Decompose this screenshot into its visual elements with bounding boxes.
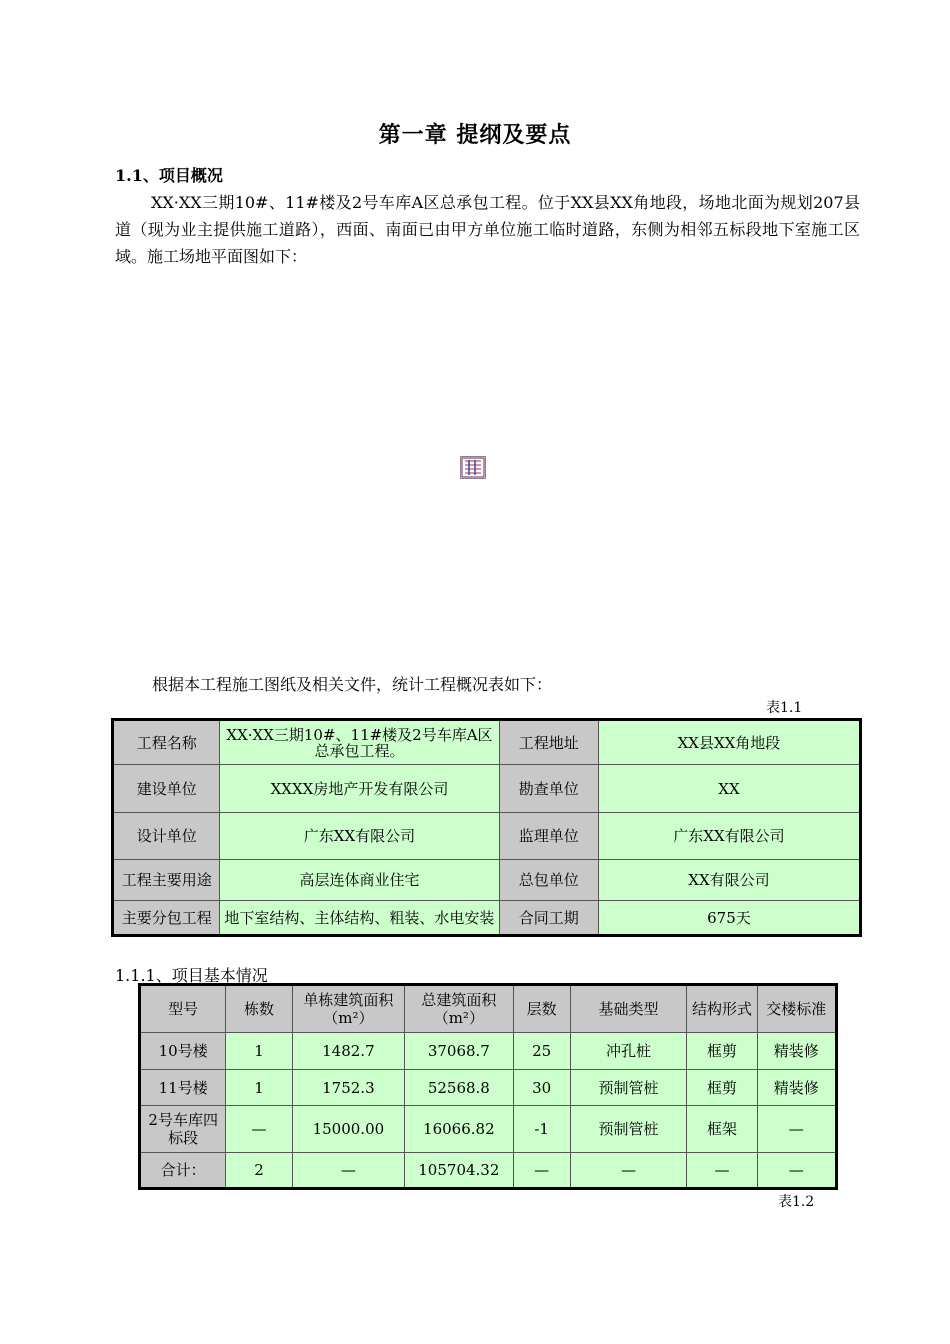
table-cell: 勘查单位 (499, 765, 598, 813)
table-cell: 精装修 (757, 1033, 836, 1070)
table-row (140, 1070, 837, 1106)
column-header: 交楼标准 (757, 985, 836, 1033)
table-cell: — (757, 1106, 836, 1153)
table-cell: 30 (513, 1070, 570, 1106)
table-cell: 冲孔桩 (570, 1033, 687, 1070)
table-cell: 工程地址 (499, 720, 598, 765)
table-row (140, 1033, 837, 1070)
table-cell: 预制管桩 (570, 1070, 687, 1106)
table-cell: 1752.3 (292, 1070, 404, 1106)
table-cell: 25 (513, 1033, 570, 1070)
table-cell: 主要分包工程 (113, 901, 220, 936)
column-header: 单栋建筑面积（m²） (292, 985, 404, 1033)
table-cell: 工程名称 (113, 720, 220, 765)
table-cell: 11号楼 (140, 1070, 226, 1106)
table-row (113, 765, 861, 813)
table-row (113, 901, 861, 936)
project-basic-info-table (138, 983, 838, 1190)
section-heading-1-1: 1.1、项目概况 (115, 166, 223, 185)
table-cell: 合计： (140, 1153, 226, 1189)
table-row (113, 813, 861, 860)
table-row (140, 1106, 837, 1153)
table-caption-1-1: 表1.1 (766, 700, 803, 716)
table-cell: XX (598, 765, 860, 813)
table-cell: 37068.7 (405, 1033, 513, 1070)
table-cell: 675天 (598, 901, 860, 936)
table-cell: 16066.82 (405, 1106, 513, 1153)
table-cell: 2 (226, 1153, 292, 1189)
table-cell: — (292, 1153, 404, 1189)
table-cell: — (513, 1153, 570, 1189)
table-cell: — (226, 1106, 292, 1153)
column-header: 基础类型 (570, 985, 687, 1033)
table-cell: 建设单位 (113, 765, 220, 813)
table-cell: 广东XX有限公司 (220, 813, 499, 860)
table-cell: — (570, 1153, 687, 1189)
table-caption-1-2: 表1.2 (778, 1194, 815, 1210)
table-cell: — (687, 1153, 757, 1189)
table-cell: 10号楼 (140, 1033, 226, 1070)
table-cell: 高层连体商业住宅 (220, 860, 499, 901)
chapter-title: 第一章 提纲及要点 (378, 123, 572, 148)
table-row (113, 860, 861, 901)
column-header: 型号 (140, 985, 226, 1033)
table-cell: -1 (513, 1106, 570, 1153)
table-cell: 精装修 (757, 1070, 836, 1106)
table-cell: 1 (226, 1033, 292, 1070)
table-cell: 总包单位 (499, 860, 598, 901)
table-cell: 52568.8 (405, 1070, 513, 1106)
project-overview-table (111, 718, 862, 937)
table-cell: — (757, 1153, 836, 1189)
table-cell: 1 (226, 1070, 292, 1106)
summary-intro-paragraph: 根据本工程施工图纸及相关文件，统计工程概况表如下： (152, 675, 553, 694)
table-cell: 地下室结构、主体结构、粗装、水电安装 (220, 901, 499, 936)
column-header: 总建筑面积（m²） (405, 985, 513, 1033)
table-cell: XX有限公司 (598, 860, 860, 901)
table-cell: 框架 (687, 1106, 757, 1153)
table-row (140, 1153, 837, 1189)
table-cell: 预制管桩 (570, 1106, 687, 1153)
site-plan-image-icon (460, 456, 486, 479)
column-header: 层数 (513, 985, 570, 1033)
table-cell: XX县XX角地段 (598, 720, 860, 765)
table-cell: 广东XX有限公司 (598, 813, 860, 860)
table-header-row (140, 985, 837, 1033)
column-header: 栋数 (226, 985, 292, 1033)
project-overview-paragraph: XX·XX三期10#、11#楼及2号车库A区总承包工程。位于XX县XX角地段，场地北面为规划207县道（现为业主提供施工道路），西面、南面已由甲方单位施工临时道路，东侧为相邻五标段地下室施工区域。施工场地平面图如下： (115, 193, 860, 266)
table-cell: 监理单位 (499, 813, 598, 860)
section-heading-1-1-1: 1.1.1、项目基本情况 (115, 966, 268, 985)
table-cell: 2号车库四标段 (140, 1106, 226, 1153)
table-cell: 合同工期 (499, 901, 598, 936)
column-header: 结构形式 (687, 985, 757, 1033)
table-cell: 框剪 (687, 1033, 757, 1070)
table-cell: XX·XX三期10#、11#楼及2号车库A区总承包工程。 (220, 720, 499, 765)
table-cell: 框剪 (687, 1070, 757, 1106)
table-cell: 105704.32 (405, 1153, 513, 1189)
table-cell: 设计单位 (113, 813, 220, 860)
table-cell: 15000.00 (292, 1106, 404, 1153)
table-row (113, 720, 861, 765)
table-cell: XXXX房地产开发有限公司 (220, 765, 499, 813)
table-cell: 工程主要用途 (113, 860, 220, 901)
table-cell: 1482.7 (292, 1033, 404, 1070)
